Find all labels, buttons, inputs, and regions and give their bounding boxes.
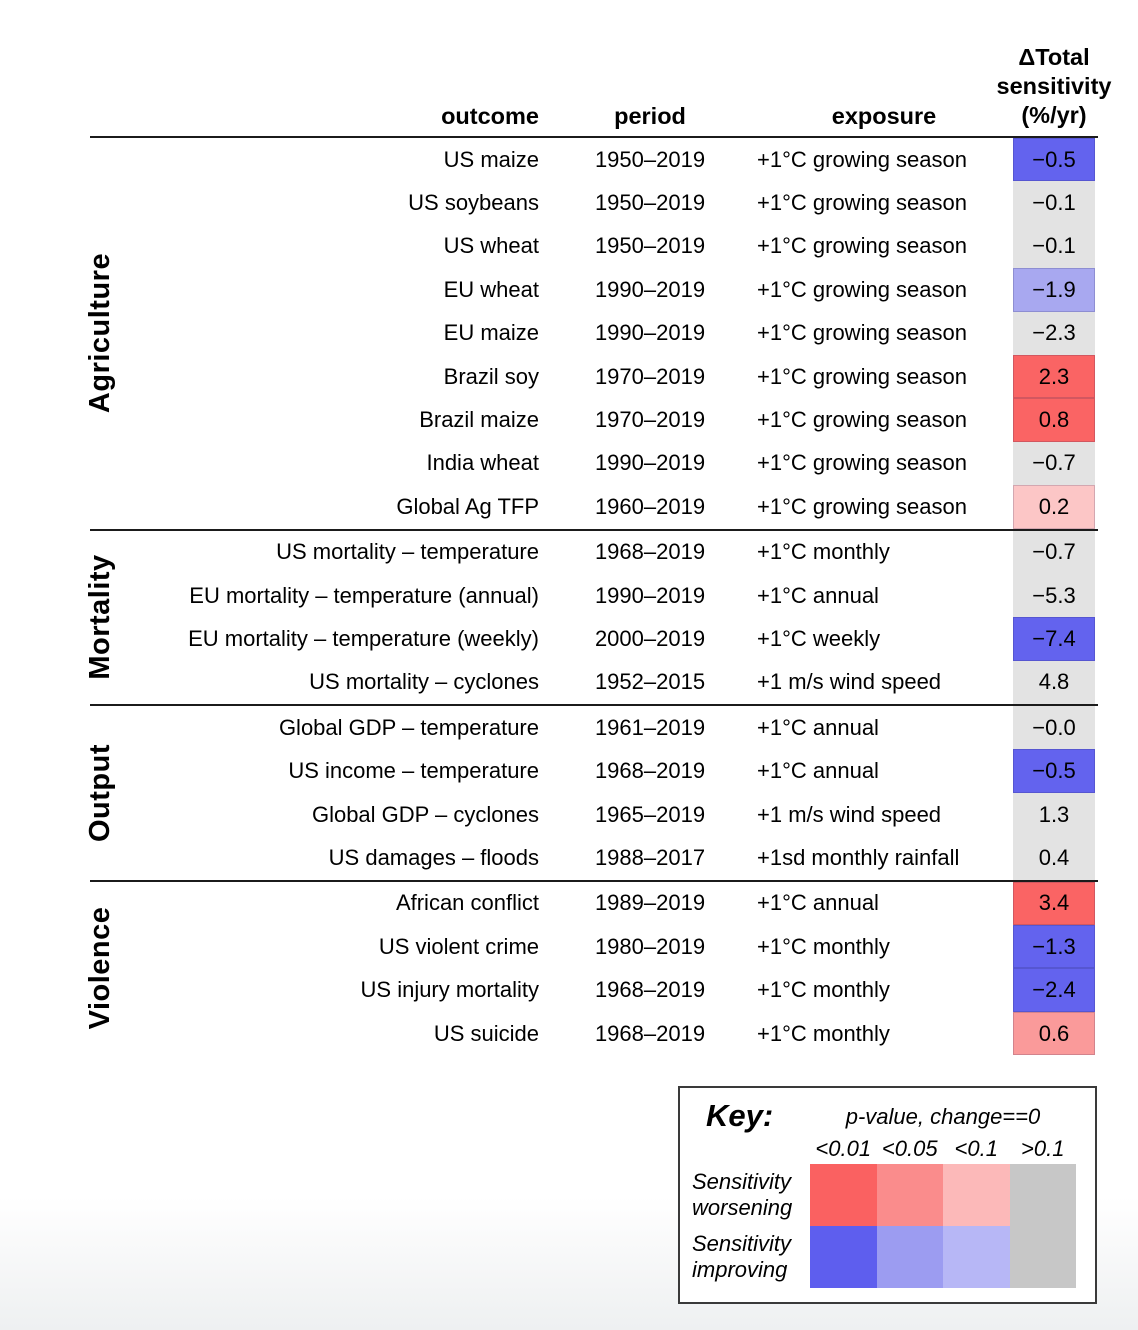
header-sensitivity-line3: (%/yr)	[1021, 102, 1087, 128]
exposure-cell: +1°C growing season	[757, 190, 967, 216]
period-cell: 1968–2019	[594, 539, 706, 565]
sensitivity-value-cell: −0.5	[1013, 138, 1095, 181]
exposure-cell: +1sd monthly rainfall	[757, 844, 960, 870]
table-header	[90, 30, 1112, 138]
period-cell: 1970–2019	[594, 363, 706, 389]
sensitivity-value-cell: 0.4	[1013, 836, 1095, 879]
period-cell: 1968–2019	[594, 758, 706, 784]
key-swatch-grid	[692, 1164, 1076, 1288]
table-row	[90, 225, 1098, 268]
outcome-cell: Global Ag TFP	[396, 493, 539, 519]
sensitivity-value-cell: 0.6	[1013, 1012, 1095, 1055]
key-row-label	[692, 1164, 810, 1226]
section-violence	[84, 882, 1098, 1056]
key-swatch	[943, 1164, 1010, 1226]
outcome-cell: EU mortality – temperature (weekly)	[188, 625, 539, 651]
exposure-cell: +1°C growing season	[757, 493, 967, 519]
period-cell: 1990–2019	[594, 276, 706, 302]
table-row	[90, 836, 1098, 879]
category-label: Output	[84, 743, 116, 842]
sensitivity-value-cell: −0.1	[1013, 181, 1095, 224]
table-row	[90, 355, 1098, 398]
table-row	[90, 793, 1098, 836]
section-mortality	[84, 531, 1098, 707]
header-sensitivity-line1: ΔTotal	[1018, 44, 1090, 70]
period-cell: 1950–2019	[594, 146, 706, 172]
outcome-cell: US violent crime	[378, 933, 539, 959]
period-cell: 1988–2017	[594, 844, 706, 870]
table-body	[84, 138, 1098, 1055]
key-row-label	[692, 1226, 810, 1288]
outcome-cell: African conflict	[395, 890, 539, 916]
exposure-cell: +1°C annual	[757, 582, 879, 608]
table-row	[90, 925, 1098, 968]
table-row	[90, 181, 1098, 224]
table-row	[90, 398, 1098, 441]
category-label: Mortality	[84, 554, 116, 680]
table-row	[90, 617, 1098, 660]
outcome-cell: US wheat	[443, 233, 539, 259]
key-subtitle: p-value, change==0	[845, 1104, 1041, 1129]
exposure-cell: +1°C monthly	[757, 539, 890, 565]
sensitivity-value-cell: 1.3	[1013, 793, 1095, 836]
legend-key-box	[678, 1086, 1097, 1304]
period-cell: 1960–2019	[594, 493, 706, 519]
table-row	[90, 749, 1098, 792]
header-exposure: exposure	[831, 103, 937, 129]
exposure-cell: +1°C growing season	[757, 146, 967, 172]
section-output	[84, 706, 1098, 882]
period-cell: 1950–2019	[594, 190, 706, 216]
period-cell: 1952–2015	[594, 669, 706, 695]
sensitivity-value-cell: −5.3	[1013, 574, 1095, 617]
sensitivity-value-cell: −2.4	[1013, 968, 1095, 1011]
table-row	[90, 268, 1098, 311]
key-swatch	[943, 1226, 1010, 1288]
exposure-cell: +1°C growing season	[757, 363, 967, 389]
category-label: Agriculture	[84, 253, 116, 414]
sensitivity-value-cell: −0.5	[1013, 749, 1095, 792]
key-swatch	[1010, 1164, 1077, 1226]
sensitivity-value-cell: −1.9	[1013, 268, 1095, 311]
outcome-cell: US income – temperature	[288, 758, 539, 784]
sensitivity-value-cell: −2.3	[1013, 312, 1095, 355]
sensitivity-value-cell: −1.3	[1013, 925, 1095, 968]
key-bin-label: <0.05	[881, 1136, 938, 1161]
period-cell: 1950–2019	[594, 233, 706, 259]
table-row	[90, 485, 1098, 528]
exposure-cell: +1°C monthly	[757, 1020, 890, 1046]
exposure-cell: +1°C growing season	[757, 407, 967, 433]
sensitivity-table	[84, 30, 1112, 1055]
outcome-cell: US injury mortality	[360, 977, 539, 1003]
section-agriculture	[84, 138, 1098, 531]
exposure-cell: +1°C annual	[757, 758, 879, 784]
exposure-cell: +1°C monthly	[757, 977, 890, 1003]
outcome-cell: Brazil maize	[419, 407, 539, 433]
key-swatch	[1010, 1226, 1077, 1288]
exposure-cell: +1°C growing season	[757, 450, 967, 476]
key-row-label-line: improving	[692, 1257, 788, 1282]
table-row	[90, 661, 1098, 704]
period-cell: 1965–2019	[594, 801, 706, 827]
outcome-cell: US soybeans	[408, 190, 539, 216]
period-cell: 1968–2019	[594, 977, 706, 1003]
header-outcome: outcome	[441, 103, 539, 129]
header-sensitivity	[996, 43, 1112, 130]
outcome-cell: US damages – floods	[328, 844, 539, 870]
key-swatch	[810, 1164, 877, 1226]
outcome-cell: US maize	[443, 146, 539, 172]
sensitivity-value-cell: −7.4	[1013, 617, 1095, 660]
period-cell: 1989–2019	[594, 890, 706, 916]
key-swatch	[877, 1226, 944, 1288]
exposure-cell: +1 m/s wind speed	[757, 801, 942, 827]
period-cell: 1990–2019	[594, 450, 706, 476]
category-label: Violence	[84, 907, 116, 1030]
exposure-cell: +1°C growing season	[757, 320, 967, 346]
period-cell: 1990–2019	[594, 582, 706, 608]
table-row	[90, 531, 1098, 574]
outcome-cell: EU maize	[443, 320, 539, 346]
key-swatch	[877, 1164, 944, 1226]
sensitivity-value-cell: 0.8	[1013, 398, 1095, 441]
exposure-cell: +1°C growing season	[757, 276, 967, 302]
exposure-cell: +1°C growing season	[757, 233, 967, 259]
sensitivity-value-cell: 4.8	[1013, 661, 1095, 704]
period-cell: 1990–2019	[594, 320, 706, 346]
sensitivity-value-cell: 0.2	[1013, 485, 1095, 528]
outcome-cell: India wheat	[426, 450, 539, 476]
outcome-cell: Global GDP – cyclones	[311, 801, 539, 827]
period-cell: 1961–2019	[594, 714, 706, 740]
table-row	[90, 882, 1098, 925]
table-row	[90, 312, 1098, 355]
table-row	[90, 442, 1098, 485]
sensitivity-value-cell: −0.7	[1013, 531, 1095, 574]
key-row-label-line: worsening	[692, 1195, 793, 1220]
table-row	[90, 1012, 1098, 1055]
exposure-cell: +1°C annual	[757, 714, 879, 740]
header-period: period	[614, 103, 686, 129]
key-bin-labels	[810, 1136, 1076, 1162]
period-cell: 2000–2019	[594, 625, 706, 651]
outcome-cell: Global GDP – temperature	[278, 714, 539, 740]
header-sensitivity-line2: sensitivity	[996, 73, 1112, 99]
outcome-cell: Brazil soy	[443, 363, 539, 389]
exposure-cell: +1°C annual	[757, 890, 879, 916]
key-title: Key:	[706, 1098, 774, 1133]
outcome-cell: US mortality – temperature	[276, 539, 539, 565]
outcome-cell: US suicide	[433, 1020, 539, 1046]
outcome-cell: EU wheat	[443, 276, 539, 302]
key-bin-label: <0.01	[815, 1136, 872, 1161]
sensitivity-value-cell: −0.1	[1013, 225, 1095, 268]
key-row-label-line: Sensitivity	[692, 1231, 792, 1256]
outcome-cell: US mortality – cyclones	[309, 669, 539, 695]
sensitivity-value-cell: 3.4	[1013, 882, 1095, 925]
exposure-cell: +1°C weekly	[757, 625, 881, 651]
sensitivity-value-cell: −0.7	[1013, 442, 1095, 485]
period-cell: 1970–2019	[594, 407, 706, 433]
exposure-cell: +1 m/s wind speed	[757, 669, 942, 695]
table-row	[90, 574, 1098, 617]
table-row	[90, 138, 1098, 181]
period-cell: 1980–2019	[594, 933, 706, 959]
key-bin-label: <0.1	[954, 1136, 998, 1161]
sensitivity-value-cell: 2.3	[1013, 355, 1095, 398]
sensitivity-value-cell: −0.0	[1013, 706, 1095, 749]
key-row-label-line: Sensitivity	[692, 1169, 792, 1194]
key-bin-label: >0.1	[1021, 1136, 1065, 1161]
exposure-cell: +1°C monthly	[757, 933, 890, 959]
table-row	[90, 968, 1098, 1011]
table-row	[90, 706, 1098, 749]
period-cell: 1968–2019	[594, 1020, 706, 1046]
outcome-cell: EU mortality – temperature (annual)	[189, 582, 539, 608]
key-swatch	[810, 1226, 877, 1288]
